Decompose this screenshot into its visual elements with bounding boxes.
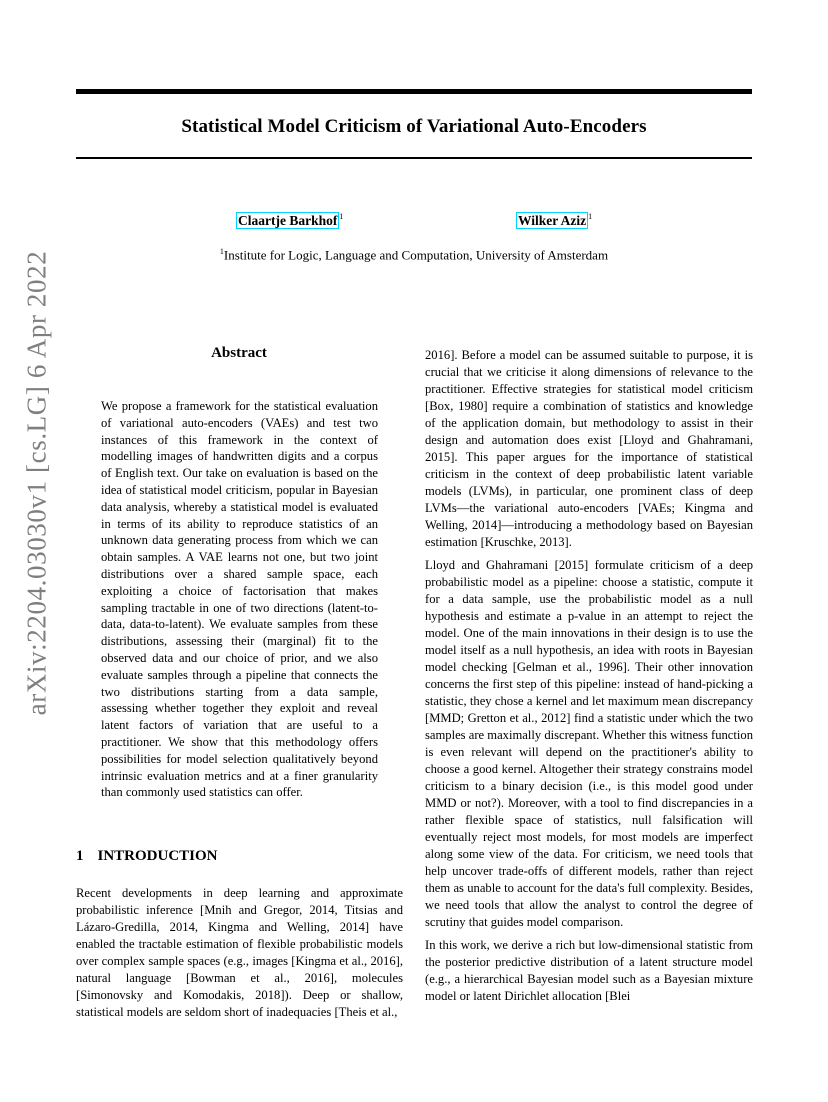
intro-paragraph-3: Lloyd and Ghahramani [2015] formulate criticism of a deep probabilistic model as a pipeline: choose a statistic, compute it for a data sample, use the probabilistic model as a null hypothesis and estimate a p-value in an attempt to reject the model. One of the main innovations in their design is to use the model itself as a null hypothesis, an idea with roots in Bayesian model checking [Gelman et al., 1996]. Their other innovation concerns the first step of this pipeline: instead of hand-picking a statistic, they chose a kernel and let maximum mean discrepancy [MMD; Gretton et al., 2012] find a statistic under which the two samples are maximally discrepant. Whether this witness function is even relevant will depend on the practitioner's ability to choose a good kernel. Altogether their strategy constrains model criticism to a binary decision (i.e., is this model good under MMD or not?). Moreover, with a tool to find discrepancies in a rather flexible space of statistics, null falsification will eventually reject most models, for most models are imperfect along some view of the data. For criticism, we need tools that help uncover trade-offs of different models, rather than reject them as unable to account for the data's full complexity. Besides, we need tools that allow the analyst to control the degree of scrutiny that guides model comparison. xyxy=(425,558,753,929)
author-1: Claartje Barkhof $^1$ xyxy=(238,212,344,228)
intro-paragraph-4: In this work, we derive a rich but low-dimensional statistic from the posterior predictive distribution of a latent structure model (e.g., a hierarchical Bayesian model such as a Bayesian mixture model or latent Dirichlet allocation [Blei xyxy=(425,938,753,1003)
bottom-rule xyxy=(76,157,752,159)
section-heading: 1 INTRODUCTION xyxy=(76,848,218,864)
author-1-link[interactable]: Claartje Barkhof xyxy=(238,212,338,228)
author-2-link[interactable]: Wilker Aziz xyxy=(518,212,587,228)
paper-title: Statistical Model Criticism of Variational Auto-Encoders xyxy=(181,116,647,137)
arxiv-id[interactable]: arXiv:2204.03030v1 [cs.LG] 6 Apr 2022 xyxy=(21,250,52,715)
left-column xyxy=(76,885,403,1021)
top-rule xyxy=(76,89,752,94)
intro-paragraph-2: 2016]. Before a model can be assumed suitable to purpose, it is crucial that we criticise it along dimensions of relevance to the practitioner. Effective strategies for statistical model criticism [Box, 1980] require a combination of statistics and knowledge of the application domain, but methodology to assist in their design and automation does exist [Lloyd and Ghahramani, 2015]. This paper argues for the importance of statistical criticism in the context of deep probabilistic latent variable models (LVMs), in particular, one prominent class of deep LVMs—the variational auto-encoders [VAEs; Kingma and Welling, 2014]—introducing a methodology based on Bayesian estimation [Kruschke, 2013]. xyxy=(425,348,753,549)
abstract-text: We propose a framework for the statistical evaluation of variational auto-encoders (VAEs) and test two instances of this framework in the context of modelling images of handwritten digits and a corpus of English text. Our take on evaluation is based on the idea of statistical model criticism, popular in Bayesian data analysis, whereby a statistical model is evaluated in terms of its ability to reproduce statistics of an unknown data generating process from which we can obtain samples. A VAE learns not one, but two joint distributions over a shared sample space, each exploiting a choice of factorisation that makes sampling tractable in one of two directions (latent-to-data, data-to-latent). We evaluate samples from these distributions, assessing their (marginal) fit to the observed data and our choice of prior, and we also evaluate samples through a pipeline that connects the two distributions starting from a data sample, assessing whether together they exploit and reveal latent factors of variation that are useful to a practitioner. We show that this methodology offers possibilities for model selection qualitatively beyond intrinsic evaluation metrics and at a finer granularity than commonly used statistics can offer. xyxy=(101,399,378,800)
affiliation: $^1$Institute for Logic, Language and Computation, University of Amsterdam xyxy=(219,247,609,263)
abstract-heading: Abstract xyxy=(211,345,267,361)
right-column xyxy=(425,347,753,1011)
author-2: Wilker Aziz $^1$ xyxy=(518,212,593,228)
arxiv-stamp xyxy=(12,250,62,715)
intro-paragraph-1: Recent developments in deep learning and approximate probabilistic inference [Mnih and Gregor, 2014, Titsias and Lázaro-Gredilla, 2014, Kingma and Welling, 2014] have enabled the tractable estimation of flexible probabilistic models over complex sample spaces (e.g., images [Kingma et al., 2016], natural language [Bowman et al., 2016], molecules [Simonovsky and Komodakis, 2018]). Deep or shallow, statistical models are seldom short of inadequacies [Theis et al., xyxy=(76,886,403,1019)
